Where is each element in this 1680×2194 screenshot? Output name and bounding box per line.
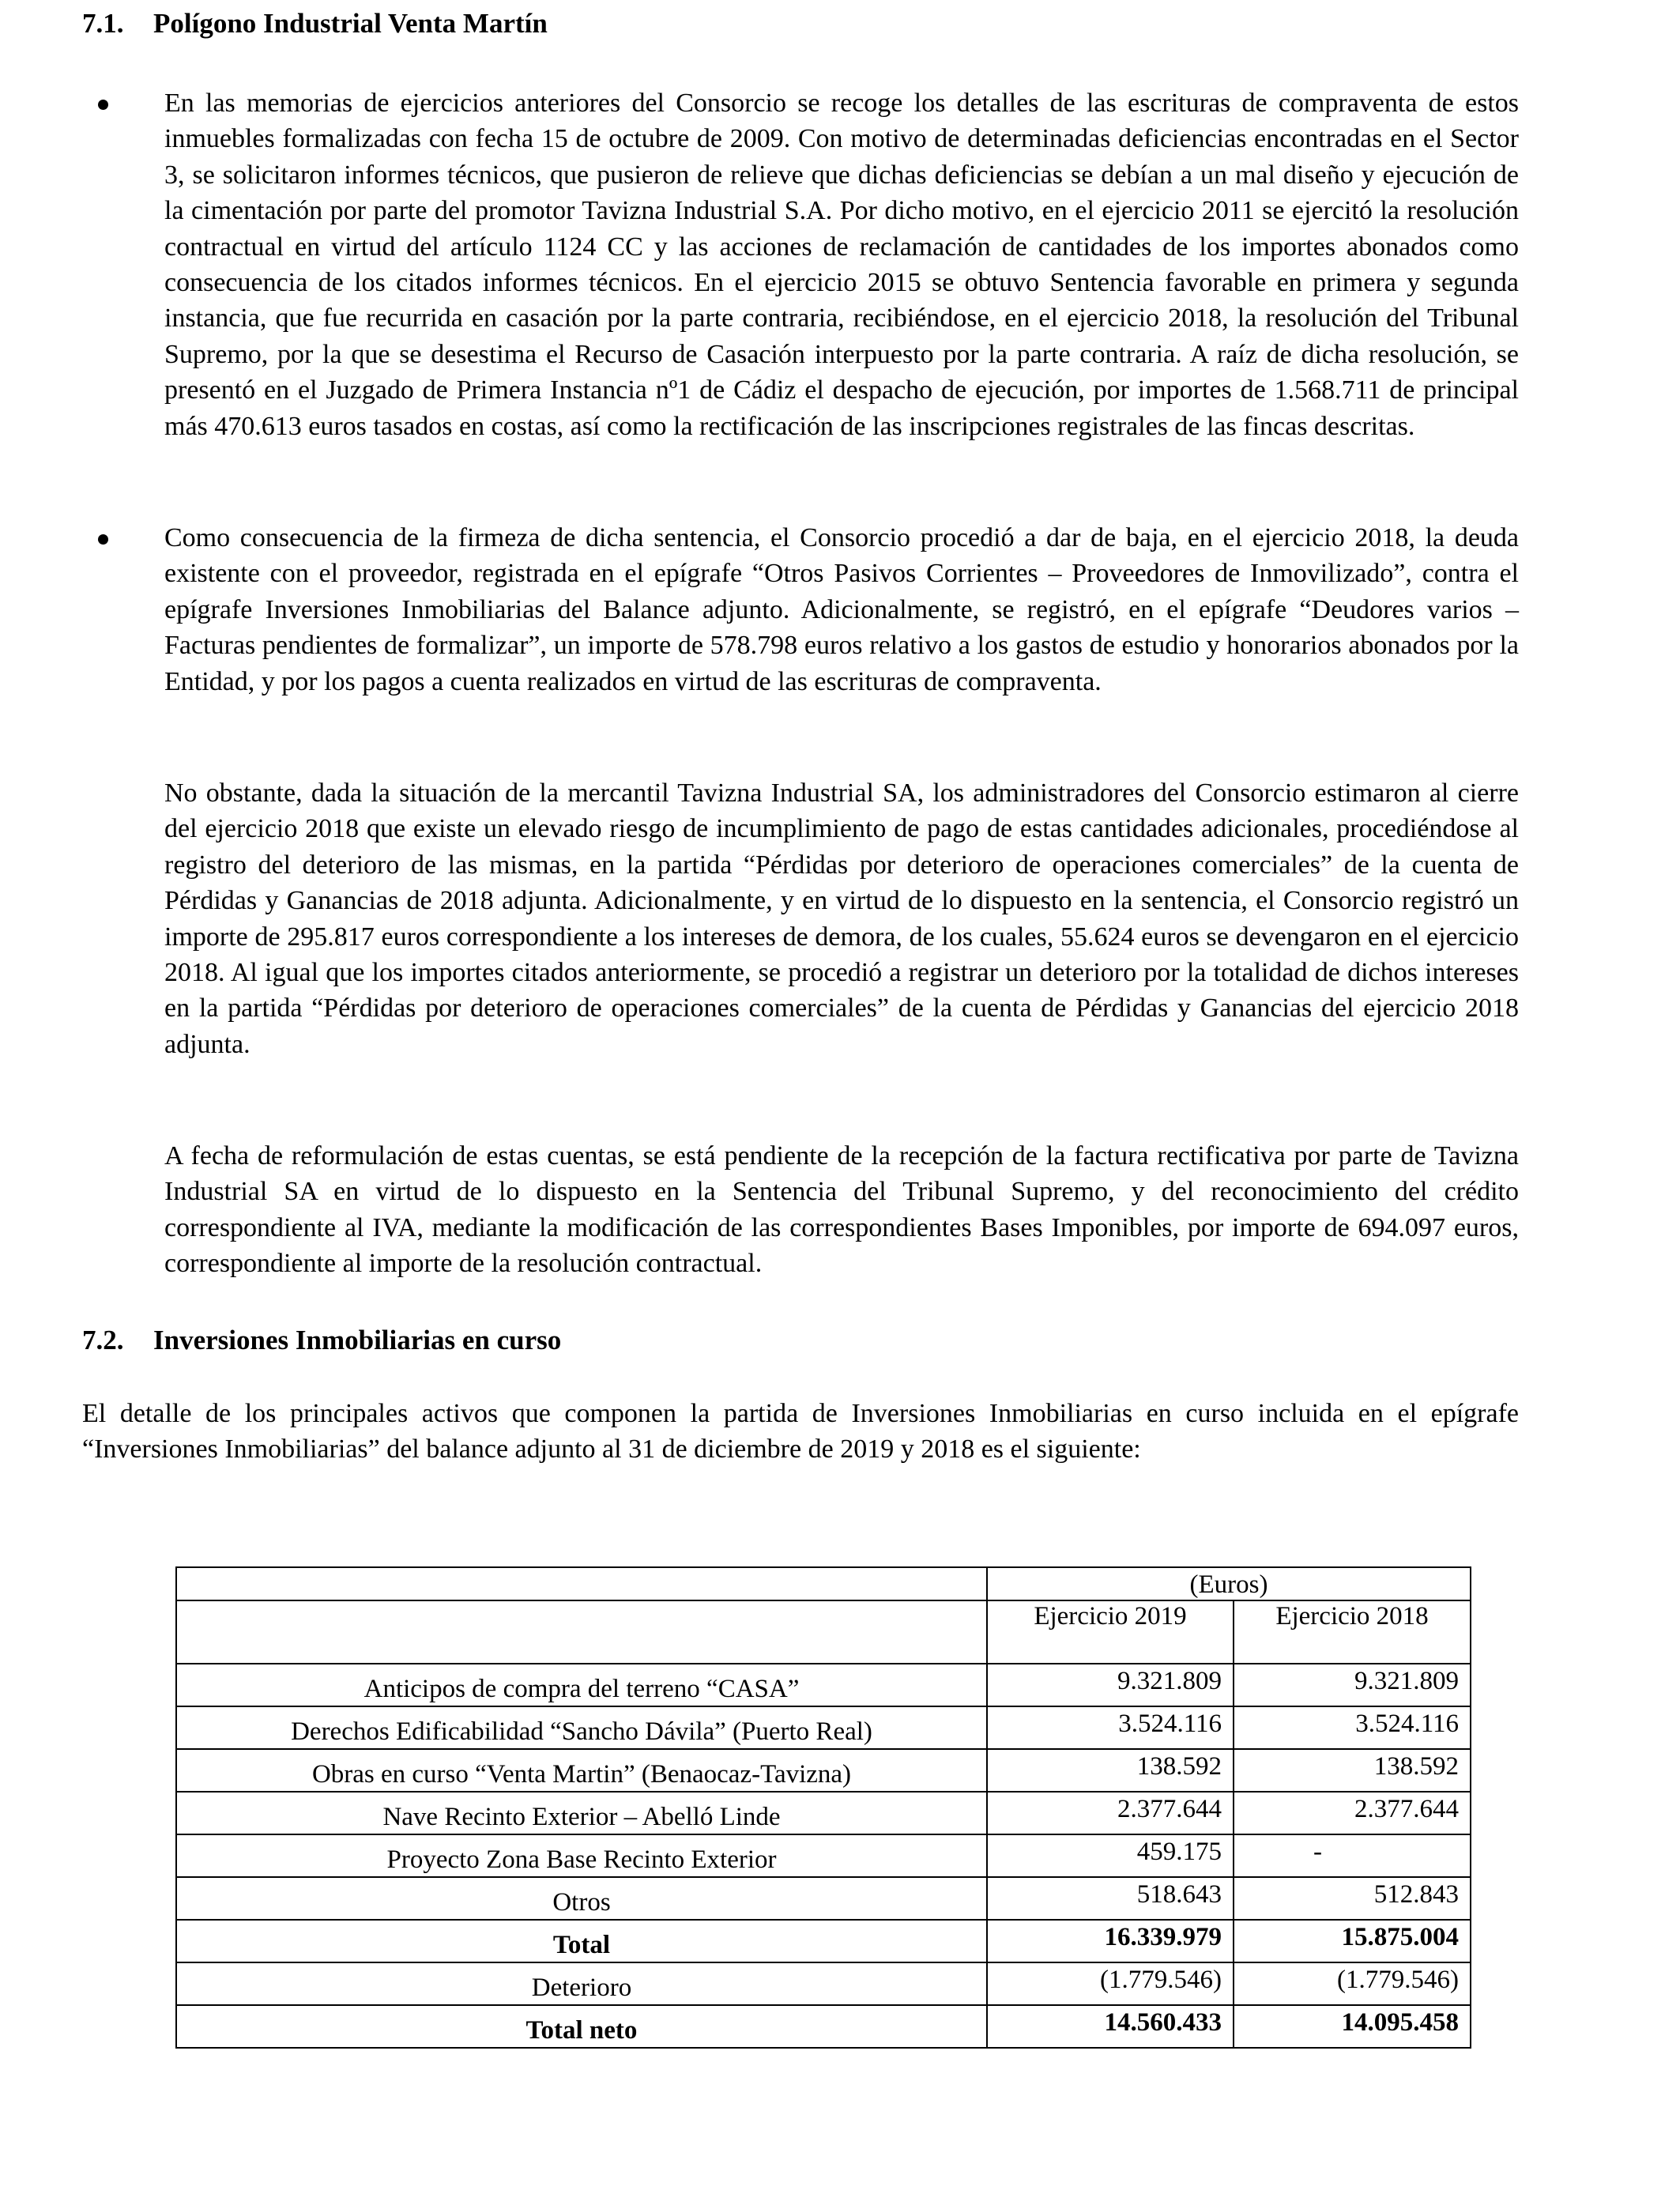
value-2019: 3.524.116 [987,1706,1234,1749]
value-2019: 14.560.433 [987,2005,1234,2048]
row-label: Derechos Edificabilidad “Sancho Dávila” (Puerto Real) [176,1706,987,1749]
value-2019: 2.377.644 [987,1792,1234,1834]
value-2018: (1.779.546) [1234,1962,1471,2005]
paragraph-4: A fecha de reformulación de estas cuentas, se está pendiente de la recepción de la factura rectificativa por parte de Tavizna Industrial SA en virtud de lo dispuesto en la Sentencia del Tribunal Supremo, y del reconocimiento del crédito correspondiente al IVA, mediante la modificación de las correspondientes Bases Imponibles, por importe de 694.097 euros, correspondiente al importe de la resolución contractual. [164,1141,1519,1279]
value-2019: 16.339.979 [987,1920,1234,1962]
table-header-empty-cell [176,1567,987,1600]
table-row [176,1834,1471,1877]
table-row [176,1920,1471,1962]
value-2018: 512.843 [1234,1877,1471,1920]
row-label: Obras en curso “Venta Martin” (Benaocaz-Tavizna) [176,1749,987,1792]
value-2018: 14.095.458 [1234,2005,1471,2048]
value-2019: 518.643 [987,1877,1234,1920]
column-header-2018: Ejercicio 2018 [1234,1600,1471,1664]
value-2018: 138.592 [1234,1749,1471,1792]
section-number: 7.2. [82,1325,124,1355]
section-title: Inversiones Inmobiliarias en curso [153,1325,562,1355]
paragraph-intro-7-2: El detalle de los principales activos que componen la partida de Inversiones Inmobiliarias en curso incluida en el epígrafe “Inversiones Inmobiliarias” del balance adjunto al 31 de diciembre de 2019 y 2018 es el siguiente: [82,1399,1519,1465]
row-label: Anticipos de compra del terreno “CASA” [176,1664,987,1706]
table-row [176,1792,1471,1834]
section-number: 7.1. [82,8,124,39]
table-header-empty-cell [176,1600,987,1664]
value-2019: 138.592 [987,1749,1234,1792]
row-label: Total [176,1920,987,1962]
value-2019: 459.175 [987,1834,1234,1877]
row-label: Nave Recinto Exterior – Abelló Linde [176,1792,987,1834]
table-row [176,1877,1471,1920]
table-row [176,2005,1471,2048]
section-heading-7-2 [82,1323,561,1358]
column-header-2019: Ejercicio 2019 [987,1600,1234,1664]
row-label: Otros [176,1877,987,1920]
paragraph-3: No obstante, dada la situación de la mercantil Tavizna Industrial SA, los administradores del Consorcio estimaron al cierre del ejercicio 2018 que existe un elevado riesgo de incumplimiento de pago de estas cantidades adicionales, procediéndose al registro del deterioro de las mismas, en la partida “Pérdidas por deterioro de operaciones comerciales” de la cuenta de Pérdidas y Ganancias de 2018 adjunta. Adicionalmente, y en virtud de lo dispuesto en la sentencia, el Consorcio registró un importe de 295.817 euros correspondiente a los intereses de demora, de los cuales, 55.624 euros se devengaron en el ejercicio 2018. Al igual que los importes citados anteriormente, se procedió a registrar un deterioro por la totalidad de dichos intereses en la partida “Pérdidas por deterioro de operaciones comerciales” de la cuenta de Pérdidas y Ganancias del ejercicio 2018 adjunta. [164,778,1519,1059]
value-2018: 2.377.644 [1234,1792,1471,1834]
table-header-row [176,1567,1471,1600]
value-2018: - [1234,1834,1471,1877]
table-row [176,1749,1471,1792]
section-title: Polígono Industrial Venta Martín [153,8,548,39]
row-label: Deterioro [176,1962,987,2005]
row-label: Total neto [176,2005,987,2048]
value-2018: 9.321.809 [1234,1664,1471,1706]
investments-table [175,1566,1471,2049]
value-2018: 3.524.116 [1234,1706,1471,1749]
paragraph-bullet-1: En las memorias de ejercicios anteriores del Consorcio se recoge los detalles de las escrituras de compraventa de estos inmuebles formalizadas con fecha 15 de octubre de 2009. Con motivo de determinadas deficiencias encontradas en el Sector 3, se solicitaron informes técnicos, que pusieron de relieve que dichas deficiencias se debían a un mal diseño y ejecución de la cimentación por parte del promotor Tavizna Industrial S.A. Por dicho motivo, en el ejercicio 2011 se ejercitó la resolución contractual en virtud del artículo 1124 CC y las acciones de reclamación de cantidades de los importes abonados como consecuencia de los citados informes técnicos. En el ejercicio 2015 se obtuvo Sentencia favorable en primera y segunda instancia, que fue recurrida en casación por la parte contraria, recibiéndose, en el ejercicio 2018, la resolución del Tribunal Supremo, por la que se desestima el Recurso de Casación interpuesto por la parte contraria. A raíz de dicha resolución, se presentó en el Juzgado de Primera Instancia nº1 de Cádiz el despacho de ejecución, por importes de 1.568.711 de principal más 470.613 euros tasados en costas, así como la rectificación de las inscripciones registrales de las fincas descritas. [164,89,1519,441]
value-2019: 9.321.809 [987,1664,1234,1706]
table-row [176,1664,1471,1706]
section-heading-7-1 [82,6,548,41]
paragraph-bullet-2: Como consecuencia de la firmeza de dicha sentencia, el Consorcio procedió a dar de baja, en el ejercicio 2018, la deuda existente con el proveedor, registrada en el epígrafe “Otros Pasivos Corrientes – Proveedores de Inmovilizado”, contra el epígrafe Inversiones Inmobiliarias del Balance adjunto. Adicionalmente, se registró, en el epígrafe “Deudores varios – Facturas pendientes de formalizar”, un importe de 578.798 euros relativo a los gastos de estudio y honorarios abonados por la Entidad, y por los pagos a cuenta realizados en virtud de las escrituras de compraventa. [164,523,1519,696]
table-row [176,1706,1471,1749]
bullet-point [93,95,114,115]
value-2019: (1.779.546) [987,1962,1234,2005]
table-header-row [176,1600,1471,1664]
row-label: Proyecto Zona Base Recinto Exterior [176,1834,987,1877]
bullet-point [93,530,114,550]
table-unit-header: (Euros) [987,1567,1471,1600]
table-row [176,1962,1471,2005]
value-2018: 15.875.004 [1234,1920,1471,1962]
